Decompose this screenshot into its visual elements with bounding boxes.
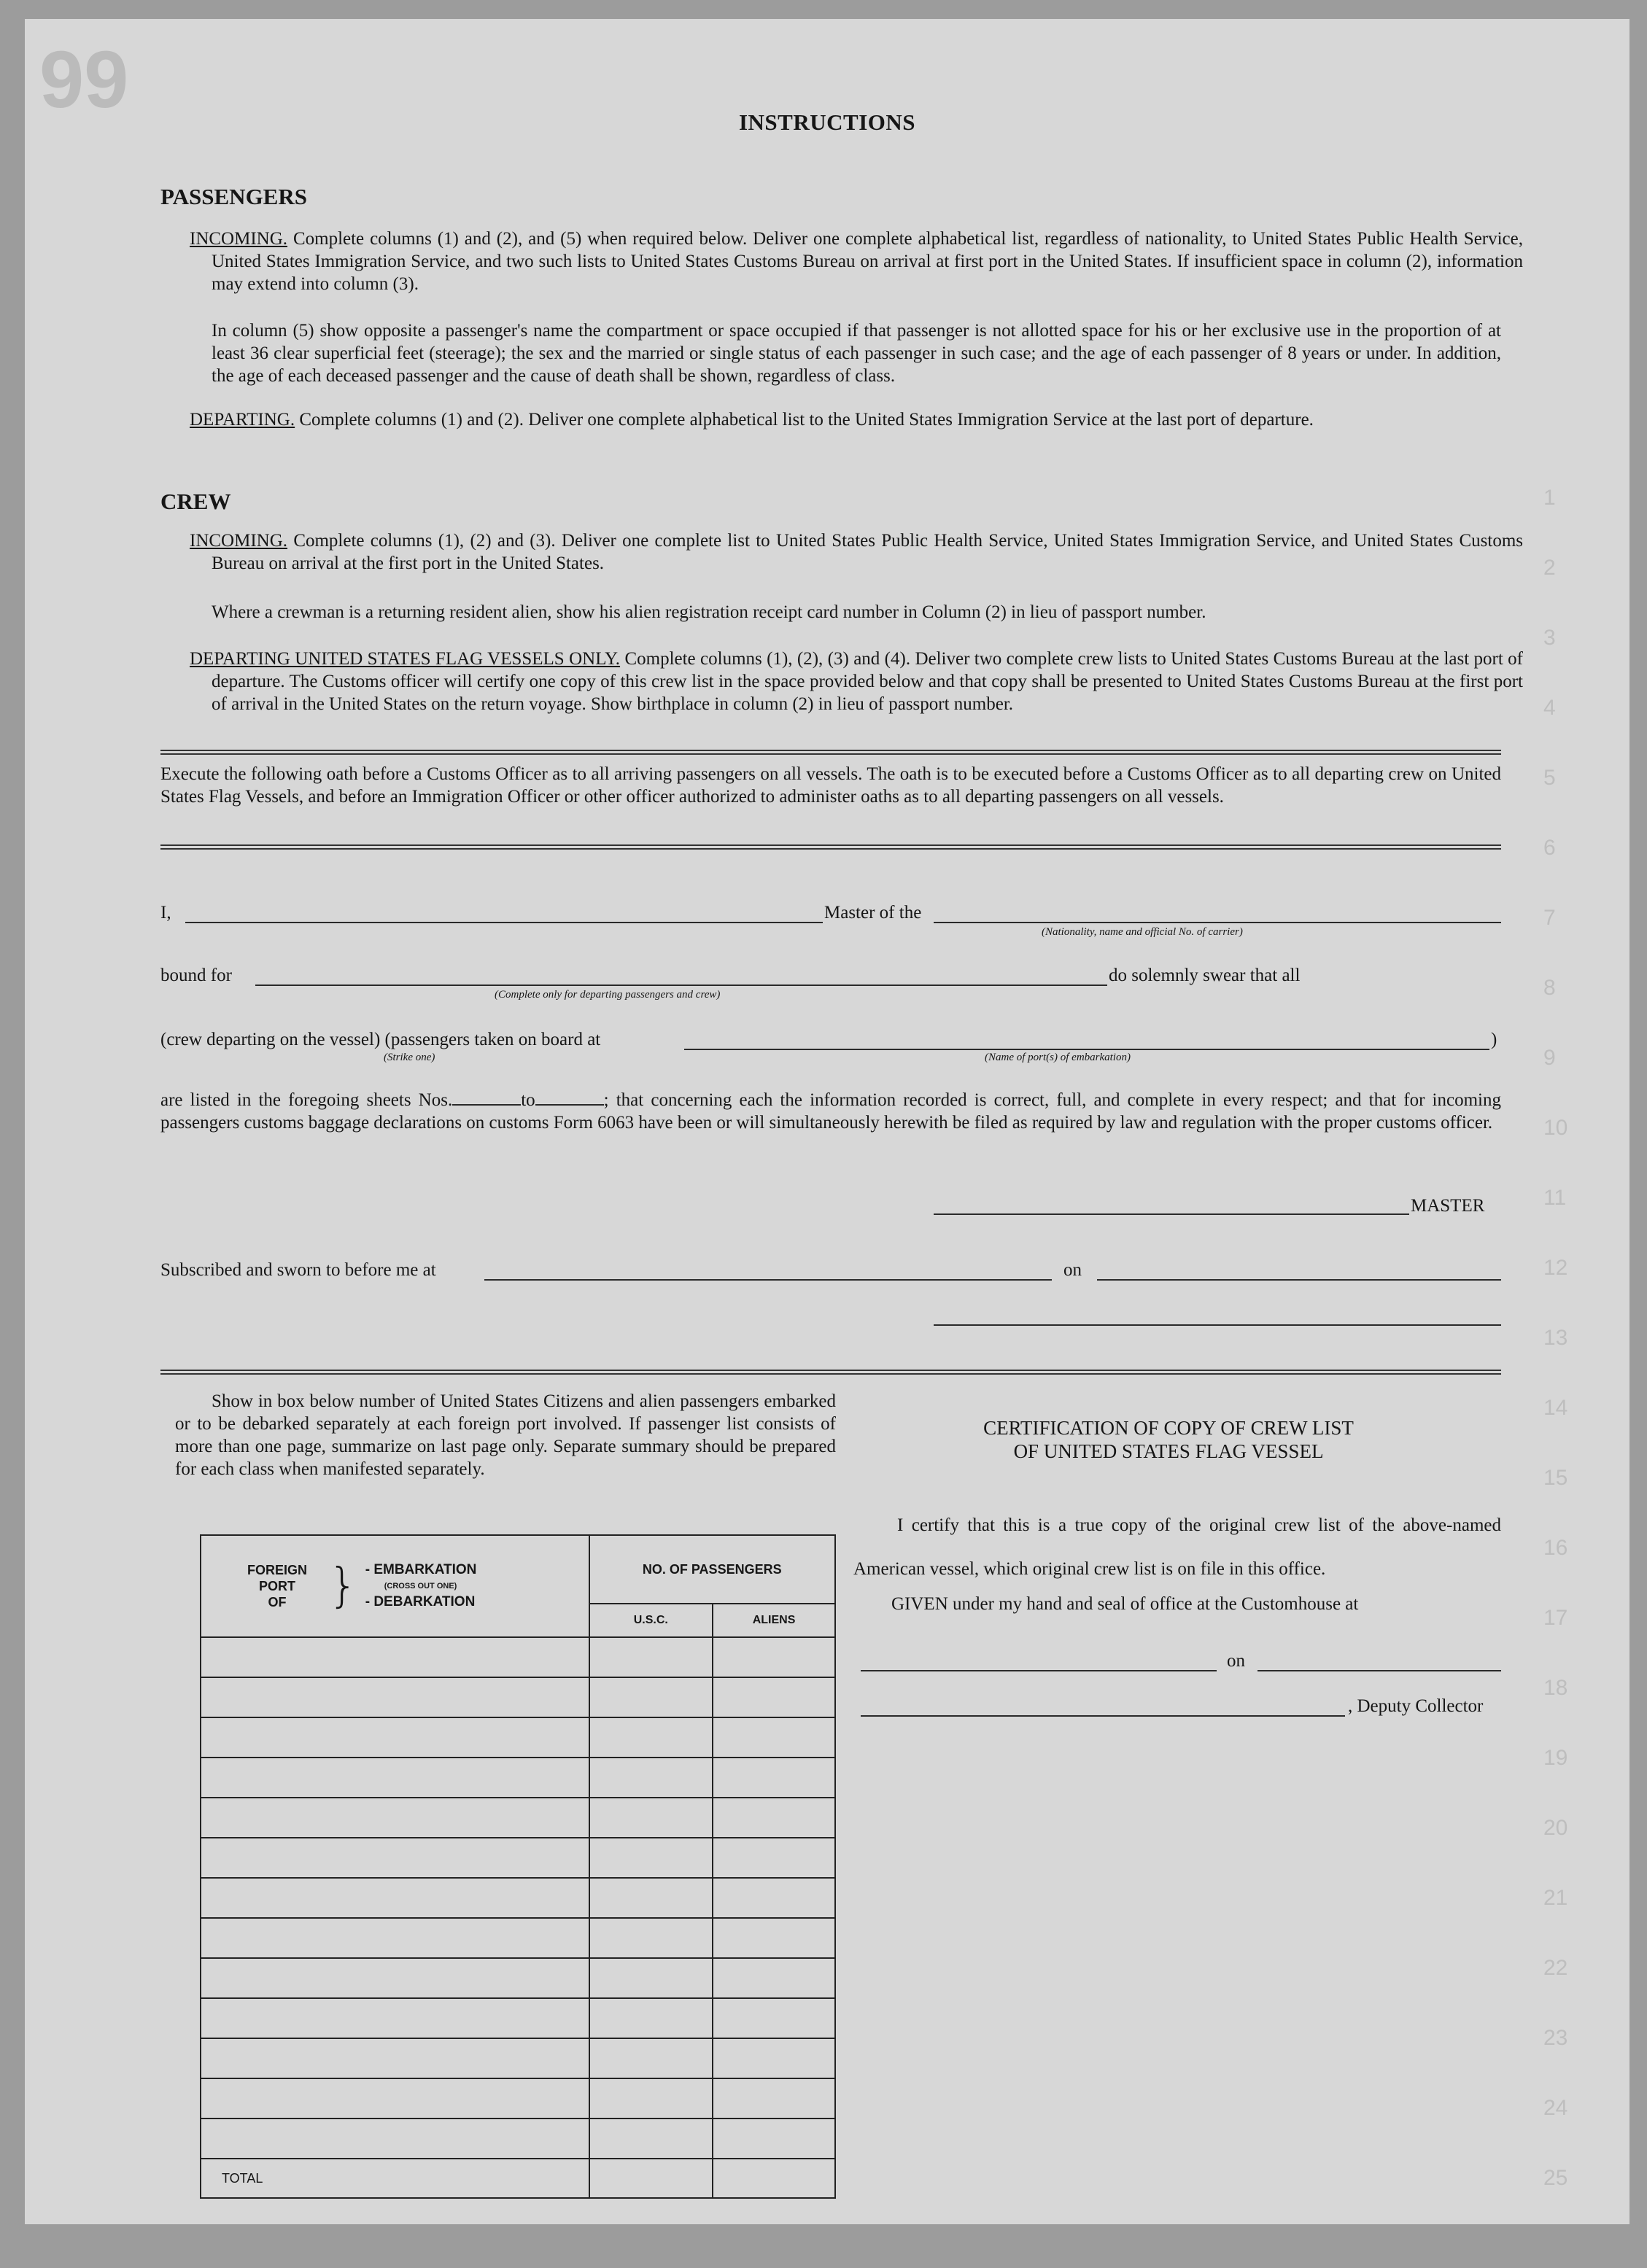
- passengers-departing-paragraph: [190, 408, 1523, 431]
- aliens-cell[interactable]: [713, 2119, 835, 2159]
- port-cell[interactable]: [201, 2119, 589, 2159]
- aliens-cell[interactable]: [713, 1838, 835, 1878]
- margin-number: 7: [1543, 906, 1556, 930]
- listed-oath-text: ; that concerning each the information recorded is correct, full, and complete in every respect; and that for incoming passengers customs baggage declarations on customs Form 6063 have been or will simultaneously herewith be filed as required by law and regulation with the proper customs officer.: [160, 1090, 1501, 1133]
- summary-row: [201, 1637, 835, 1677]
- port-cell[interactable]: [201, 1677, 589, 1717]
- certification-text: I certify that this is a true copy of the original crew list of the above-named American vessel, which original crew list is on file in this office.: [853, 1515, 1501, 1579]
- certification-date-line[interactable]: [1257, 1670, 1501, 1671]
- usc-cell[interactable]: [589, 2038, 713, 2078]
- oath-i-label: I,: [160, 903, 171, 923]
- officer-signature-line[interactable]: [934, 1324, 1501, 1326]
- margin-number: 15: [1543, 1466, 1568, 1490]
- usc-cell[interactable]: [589, 2078, 713, 2119]
- certification-title-line1: CERTIFICATION OF COPY OF CREW LIST: [983, 1417, 1354, 1439]
- aliens-cell[interactable]: [713, 1758, 835, 1798]
- bleed-through-stamp: 99: [39, 35, 129, 125]
- summary-row: [201, 1958, 835, 1998]
- summary-row: [201, 2038, 835, 2078]
- oath-listed-paragraph: [160, 1088, 1501, 1134]
- port-cell[interactable]: [201, 1798, 589, 1838]
- nationality-caption: (Nationality, name and official No. of carrier): [1042, 926, 1243, 938]
- certification-given: GIVEN under my hand and seal of office at the Customhouse at: [891, 1594, 1359, 1614]
- usc-cell[interactable]: [589, 1918, 713, 1958]
- margin-number: 14: [1543, 1396, 1568, 1420]
- aliens-cell[interactable]: [713, 1878, 835, 1918]
- margin-number: 12: [1543, 1256, 1568, 1280]
- aliens-cell[interactable]: [713, 1637, 835, 1677]
- master-signature-line[interactable]: [934, 1213, 1409, 1215]
- port-cell[interactable]: [201, 1998, 589, 2038]
- usc-cell[interactable]: [589, 1798, 713, 1838]
- subscribed-place-line[interactable]: [484, 1279, 1052, 1281]
- aliens-cell[interactable]: [713, 2078, 835, 2119]
- port-cell[interactable]: [201, 1838, 589, 1878]
- usc-cell[interactable]: [589, 1758, 713, 1798]
- master-label: MASTER: [1411, 1196, 1485, 1216]
- passenger-summary-table: [200, 1534, 836, 2199]
- crew-heading: CREW: [160, 489, 231, 514]
- column5-paragraph: In column (5) show opposite a passenger's name the compartment or space occupied if that passenger is not allotted space for his or her exclusive use in the proportion of at least 36 clear superficial feet (steerage); the sex and the married or single status of each passenger in such case; and the age of each passenger of 8 years or under. In addition, the age of each deceased passenger and the cause of death shall be shown, regardless of class.: [212, 321, 1501, 386]
- usc-cell[interactable]: [589, 1958, 713, 1998]
- oath-intro-paragraph: Execute the following oath before a Customs Officer as to all arriving passengers on all vessels. The oath is to be executed before a Customs Officer as to all departing crew on United States Flag Vessels, and before an Immigration Officer or other officer authorized to administer oaths as to all departing passengers on all vessels.: [160, 764, 1501, 807]
- summary-instructions: Show in box below number of United States Citizens and alien passengers embarked or to be debarked separately at each foreign port involved. If passenger list consists of more than one page, summarize on last page only. Separate summary should be prepared for each class when manifested separately.: [175, 1391, 836, 1479]
- margin-number: 9: [1543, 1046, 1556, 1070]
- usc-cell[interactable]: [589, 1878, 713, 1918]
- summary-row: [201, 1918, 835, 1958]
- ports-line[interactable]: [684, 1049, 1489, 1050]
- oath-crew-departing: (crew departing on the vessel) (passengers taken on board at: [160, 1030, 601, 1049]
- port-cell[interactable]: [201, 1758, 589, 1798]
- listed-sheets-label: are listed in the foregoing sheets Nos.: [160, 1090, 453, 1110]
- margin-number: 3: [1543, 626, 1556, 650]
- margin-number: 18: [1543, 1676, 1568, 1700]
- margin-number: 25: [1543, 2166, 1568, 2190]
- port-cell[interactable]: [201, 1958, 589, 1998]
- passengers-heading: PASSENGERS: [160, 184, 307, 209]
- summary-row: [201, 1798, 835, 1838]
- passengers-departing-label: DEPARTING.: [190, 410, 295, 430]
- summary-row: [201, 1998, 835, 2038]
- margin-numbers: [1543, 19, 1609, 2224]
- sheet-to-blank[interactable]: [535, 1088, 604, 1106]
- margin-number: 24: [1543, 2096, 1568, 2120]
- summary-row: [201, 1717, 835, 1758]
- deputy-collector-label: , Deputy Collector: [1348, 1696, 1484, 1716]
- margin-number: 1: [1543, 486, 1556, 510]
- master-name-line[interactable]: [185, 922, 823, 923]
- customhouse-line[interactable]: [861, 1670, 1217, 1671]
- crew-departing-text: Complete columns (1), (2), (3) and (4). Deliver two complete crew lists to United States Customs Bureau at the last port of departure. The Customs officer will certify one copy of this crew list in the space provided below and that copy shall be presented to United States Customs Bureau at the first port of arrival in the United States on the return voyage. Show birthplace in column (2) in lieu of passport number.: [212, 649, 1524, 714]
- aliens-cell[interactable]: [713, 1717, 835, 1758]
- port-cell[interactable]: [201, 1878, 589, 1918]
- crew-incoming-text: Complete columns (1), (2) and (3). Deliver one complete list to United States Public Health Service, United States Immigration Service, and United States Customs Bureau on arrival at the first port in the United States.: [212, 531, 1524, 573]
- margin-number: 21: [1543, 1886, 1568, 1910]
- summary-row: [201, 1758, 835, 1798]
- margin-number: 17: [1543, 1606, 1568, 1630]
- foreign-port-of-label: [233, 1562, 321, 1610]
- bound-for-line[interactable]: [255, 985, 1107, 986]
- port-cell[interactable]: [201, 1918, 589, 1958]
- port-cell[interactable]: [201, 1717, 589, 1758]
- certification-title: [855, 1416, 1482, 1463]
- certification-on: on: [1227, 1651, 1245, 1671]
- port-cell[interactable]: [201, 2078, 589, 2119]
- port-cell[interactable]: [201, 1637, 589, 1677]
- subscribed-on-label: on: [1063, 1260, 1082, 1280]
- aliens-cell[interactable]: [713, 1998, 835, 2038]
- crew-incoming-paragraph: [190, 529, 1523, 575]
- foreign-label: FOREIGN: [247, 1563, 307, 1577]
- aliens-cell[interactable]: [713, 1677, 835, 1717]
- crew-departing-label: DEPARTING UNITED STATES FLAG VESSELS ONLY.: [190, 649, 621, 669]
- margin-number: 8: [1543, 976, 1556, 1000]
- aliens-cell[interactable]: [713, 2038, 835, 2078]
- usc-cell[interactable]: [589, 1998, 713, 2038]
- margin-number: 22: [1543, 1956, 1568, 1980]
- oath-bound-for: bound for: [160, 966, 232, 985]
- margin-number: 19: [1543, 1746, 1568, 1770]
- aliens-cell[interactable]: [713, 1798, 835, 1838]
- margin-number: 13: [1543, 1326, 1568, 1350]
- brace-icon: }: [328, 1559, 358, 1613]
- subscribed-date-line[interactable]: [1097, 1279, 1501, 1281]
- margin-number: 10: [1543, 1116, 1568, 1140]
- aliens-header: ALIENS: [713, 1604, 835, 1637]
- divider-top: [160, 750, 1501, 755]
- embarkation-label: - EMBARKATION: [365, 1562, 477, 1577]
- crew-resident-paragraph: Where a crewman is a returning resident alien, show his alien registration receipt card number in Column (2) in lieu of passport number.: [212, 602, 1206, 622]
- port-header-cell: [201, 1535, 589, 1637]
- certification-title-line2: OF UNITED STATES FLAG VESSEL: [1013, 1440, 1324, 1462]
- usc-cell[interactable]: [589, 1838, 713, 1878]
- summary-row: [201, 1677, 835, 1717]
- complete-only-caption: (Complete only for departing passengers and crew): [495, 989, 721, 1001]
- total-label: TOTAL: [222, 2170, 263, 2186]
- ports-caption: (Name of port(s) of embarkation): [985, 1052, 1131, 1063]
- crew-incoming-label: INCOMING.: [190, 531, 288, 551]
- summary-row: [201, 2078, 835, 2119]
- subscribed-label: Subscribed and sworn to before me at: [160, 1260, 436, 1280]
- cross-out-one-label: (CROSS OUT ONE): [384, 1582, 457, 1591]
- form-sheet: [25, 19, 1629, 2224]
- no-of-passengers-header: NO. OF PASSENGERS: [589, 1535, 836, 1604]
- summary-row: [201, 1838, 835, 1878]
- aliens-cell[interactable]: [713, 1958, 835, 1998]
- of-label: OF: [268, 1595, 287, 1609]
- summary-row: [201, 1878, 835, 1918]
- usc-cell[interactable]: [589, 1677, 713, 1717]
- passengers-incoming-paragraph: [190, 228, 1523, 295]
- divider-bottom: [160, 1370, 1501, 1375]
- margin-number: 16: [1543, 1536, 1568, 1560]
- usc-cell[interactable]: [589, 1717, 713, 1758]
- total-usc-cell[interactable]: [589, 2159, 713, 2198]
- page-title: INSTRUCTIONS: [738, 109, 915, 135]
- total-aliens-cell[interactable]: [713, 2159, 835, 2198]
- margin-number: 5: [1543, 766, 1556, 790]
- summary-row: [201, 2119, 835, 2159]
- usc-header: U.S.C.: [589, 1604, 713, 1637]
- margin-number: 6: [1543, 836, 1556, 860]
- oath-master-of-the: Master of the: [824, 903, 922, 923]
- debarkation-label: - DEBARKATION: [365, 1594, 476, 1609]
- carrier-line[interactable]: [934, 922, 1501, 923]
- divider-oath: [160, 844, 1501, 850]
- crew-departing-paragraph: [190, 648, 1523, 715]
- aliens-cell[interactable]: [713, 1918, 835, 1958]
- port-label: PORT: [258, 1579, 295, 1593]
- margin-number: 23: [1543, 2026, 1568, 2050]
- margin-number: 11: [1543, 1186, 1567, 1210]
- oath-solemnly-swear: do solemnly swear that all: [1109, 966, 1301, 985]
- passengers-incoming-label: INCOMING.: [190, 229, 288, 249]
- strike-one-caption: (Strike one): [384, 1052, 435, 1063]
- sheet-from-blank[interactable]: [452, 1088, 521, 1106]
- margin-number: 20: [1543, 1816, 1568, 1840]
- total-label-cell: [201, 2159, 589, 2198]
- port-cell[interactable]: [201, 2038, 589, 2078]
- listed-to-label: to: [521, 1090, 535, 1110]
- summary-rows: [201, 1637, 835, 2159]
- margin-number: 4: [1543, 696, 1556, 720]
- passengers-incoming-text: Complete columns (1) and (2), and (5) when required below. Deliver one complete alphabetical list, regardless of nationality, to United States Public Health Service, United States Immigration Service, and two such lists to United States Customs Bureau on arrival at first port in the United States. If insufficient space in column (2), information may extend into column (3).: [212, 229, 1524, 294]
- passengers-departing-text: Complete columns (1) and (2). Deliver one complete alphabetical list to the United States Immigration Service at the last port of departure.: [299, 410, 1314, 430]
- oath-close-paren: ): [1491, 1030, 1497, 1049]
- usc-cell[interactable]: [589, 2119, 713, 2159]
- deputy-signature-line[interactable]: [861, 1715, 1345, 1717]
- margin-number: 2: [1543, 556, 1556, 580]
- usc-cell[interactable]: [589, 1637, 713, 1677]
